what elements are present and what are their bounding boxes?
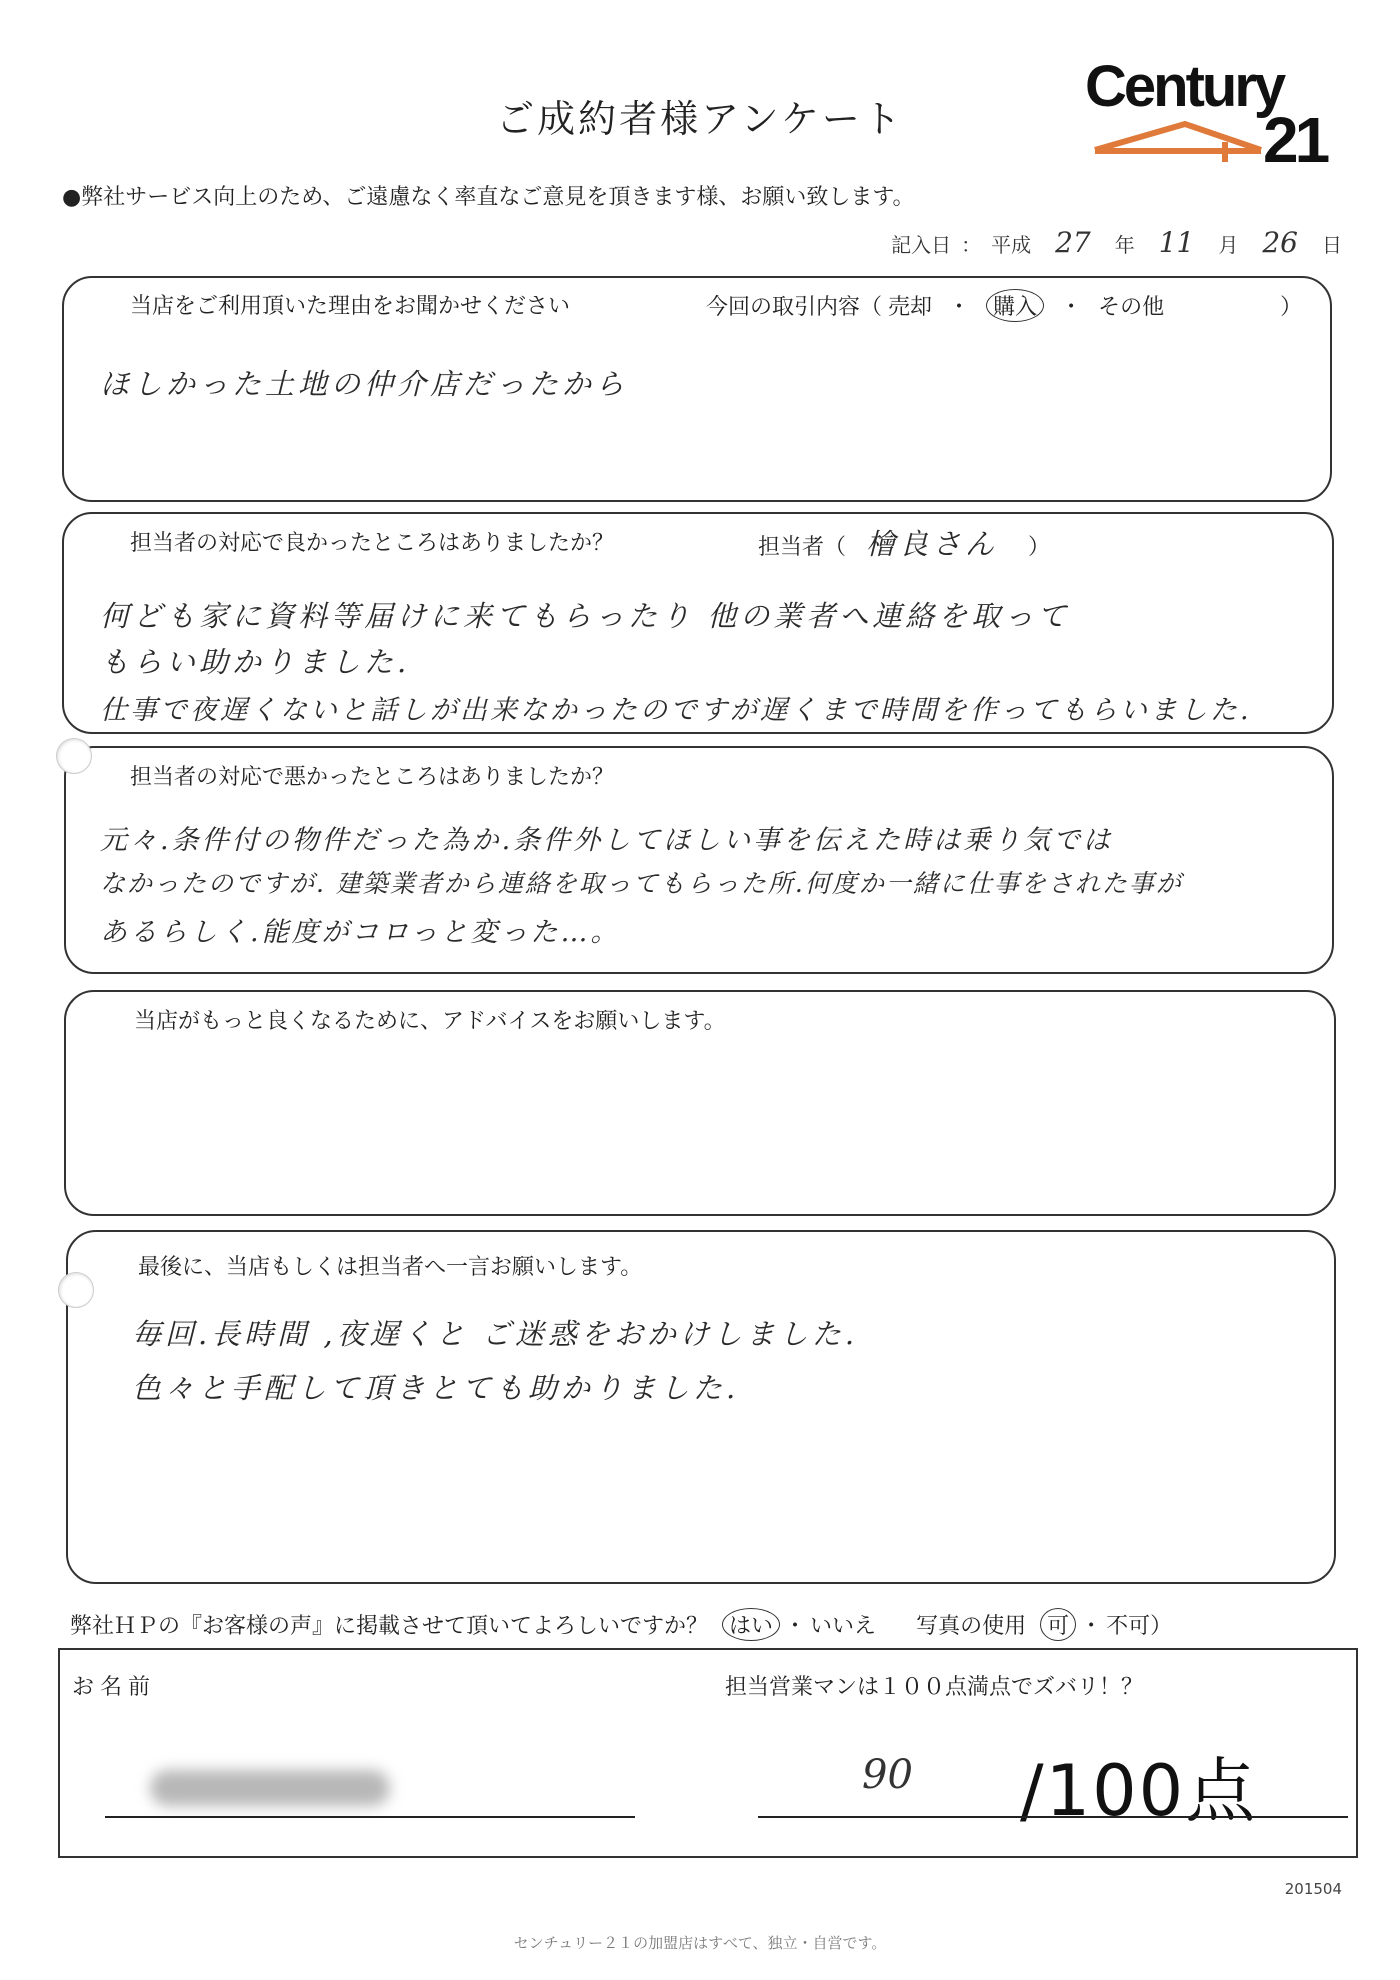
q4-question: 当店がもっと良くなるために、アドバイスをお願いします。 [134, 1009, 726, 1034]
separator: ・ [1060, 295, 1083, 320]
binder-hole [58, 1272, 94, 1308]
q5-question: 最後に、当店もしくは担当者へ一言お願いします。 [138, 1255, 643, 1280]
logo-number: 21 [1263, 104, 1327, 170]
logo-word: Century [1085, 54, 1284, 119]
date-colon: ： [961, 233, 982, 257]
deal-option-buy: 購入 [986, 289, 1044, 322]
date-day: 26 [1262, 226, 1298, 259]
q5-answer-line: 色々と手配して頂きとても助かりました. [132, 1371, 740, 1405]
deal-type [706, 289, 1302, 322]
deal-option-sell: 売却 [888, 295, 933, 320]
separator: ・ [948, 295, 971, 320]
binder-hole [56, 738, 92, 774]
q3-question: 担当者の対応で悪かったところはありましたか？ [130, 765, 615, 790]
score-value: 90 [862, 1752, 913, 1798]
name-label: お名前 [72, 1675, 157, 1700]
q3-answer-line: なかったのですが. 建築業者から連絡を取ってもらった所.何度か一緒に仕事をされた事が [100, 869, 1183, 898]
q5-answer-line: 毎回.長時間 ,夜遅くと ご迷惑をおかけしました. [132, 1317, 859, 1351]
name-underline [105, 1816, 635, 1818]
century21-logo [1085, 50, 1345, 170]
date-era: 平成 [991, 233, 1032, 257]
staff-label: 担当者（ [758, 535, 847, 560]
publish-question: 弊社ＨＰの『お客様の声』に掲載させて頂いてよろしいですか？ [70, 1614, 709, 1639]
staff-name: 檜良さん [866, 527, 999, 561]
q3-answer-line: あるらしく.能度がコロっと変った…。 [100, 917, 621, 948]
deal-type-label: 今回の取引内容（ [706, 295, 883, 320]
q5-box [66, 1230, 1336, 1584]
deal-type-close: ） [1280, 295, 1303, 320]
staff-close: ） [1028, 535, 1051, 560]
date-year: 27 [1055, 226, 1091, 259]
score-question: 担当営業マンは１００点満点でズバリ！？ [725, 1675, 1144, 1700]
intro-text: ●弊社サービス向上のため、ご遠慮なく率直なご意見を頂きます様、お願い致します。 [62, 185, 915, 210]
q2-answer-line: 仕事で夜遅くないと話しが出来なかったのですが遅くまで時間を作ってもらいました. [100, 695, 1252, 726]
photo-option-yes: 可 [1040, 1608, 1076, 1641]
photo-use-label: 写真の使用 [916, 1614, 1027, 1639]
redacted-name [150, 1770, 390, 1806]
publish-option-yes: はい [722, 1608, 780, 1641]
separator: ・ [784, 1614, 807, 1639]
form-code: 201504 [1284, 1880, 1342, 1898]
photo-option-no: 不可） [1106, 1614, 1173, 1639]
publish-option-no: いいえ [810, 1614, 877, 1639]
deal-option-other: その他 [1098, 295, 1165, 320]
footer-note: センチュリー２１の加盟店はすべて、独立・自営です。 [513, 1934, 887, 1952]
separator: ・ [1080, 1614, 1103, 1639]
publish-consent [70, 1608, 1172, 1641]
date-month: 11 [1158, 226, 1195, 259]
q3-answer-line: 元々.条件付の物件だった為か.条件外してほしい事を伝えた時は乗り気では [100, 825, 1114, 856]
entry-date [891, 226, 1342, 259]
logo-underline [1095, 148, 1261, 154]
q2-question: 担当者の対応で良かったところはありましたか？ [130, 531, 615, 556]
q1-answer-line: ほしかった土地の仲介店だったから [100, 367, 629, 401]
page-title: ご成約者様アンケート [496, 97, 904, 141]
date-day-unit: 日 [1322, 233, 1342, 257]
score-underline [758, 1816, 1348, 1818]
staff-field [758, 522, 1050, 563]
date-year-unit: 年 [1114, 233, 1135, 257]
q1-question: 当店をご利用頂いた理由をお聞かせください [130, 294, 571, 319]
date-month-unit: 月 [1218, 233, 1239, 257]
date-label: 記入日 [891, 233, 952, 257]
q2-answer-line: もらい助かりました. [100, 645, 411, 679]
logo-house-icon [1095, 124, 1261, 162]
q2-answer-line: 何ども家に資料等届けに来てもらったり 他の業者へ連絡を取って [100, 599, 1071, 633]
score-max: /100点 [1020, 1750, 1258, 1832]
